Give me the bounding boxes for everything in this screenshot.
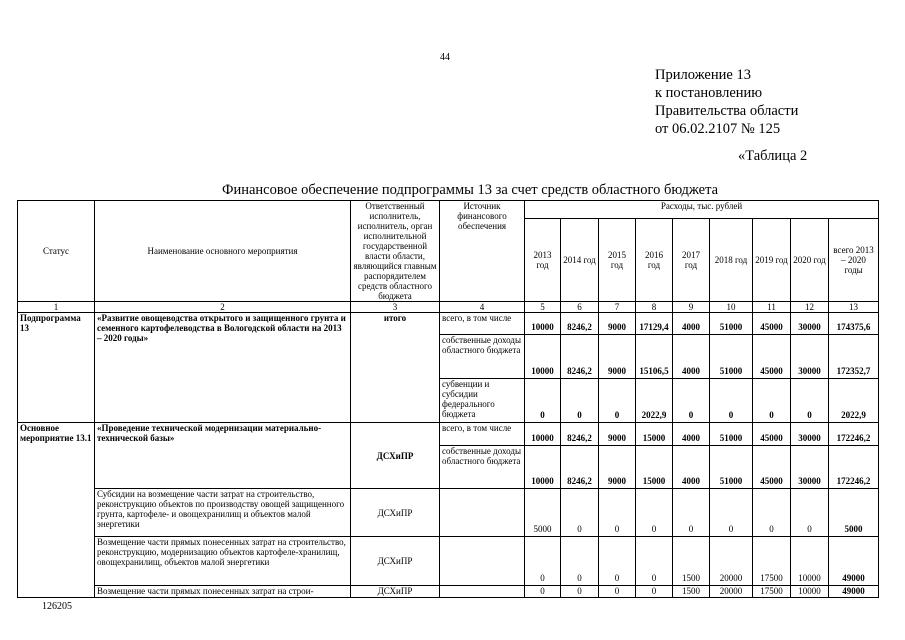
value-cell: 0 <box>561 586 599 598</box>
value-cell: 10000 <box>791 586 829 598</box>
value-cell: 8246,2 <box>561 335 599 379</box>
value-cell: 10000 <box>525 313 561 335</box>
value-cell: 172352,7 <box>829 335 879 379</box>
value-cell: 0 <box>525 379 561 423</box>
column-number: 12 <box>791 302 829 313</box>
responsible-cell: ДСХиПР <box>351 423 440 489</box>
value-cell: 51000 <box>710 335 753 379</box>
value-cell: 2022,9 <box>829 379 879 423</box>
source-cell: собственные доходы областного бюджета <box>440 446 525 489</box>
value-cell: 4000 <box>673 446 710 489</box>
header-year: 2017 год <box>673 218 710 301</box>
column-number: 4 <box>440 302 525 313</box>
value-cell: 0 <box>525 537 561 586</box>
name-cell: Субсидии на возмещение части затрат на строительство, реконструкцию объектов по производству овощей защищенного грунта, картофеле- и овощехранилищ и объектов малой энергетики <box>95 489 351 537</box>
header-year: 2013 год <box>525 218 561 301</box>
page-number: 44 <box>440 52 450 63</box>
value-cell: 0 <box>636 489 673 537</box>
header-total: всего 2013 – 2020 годы <box>829 218 879 301</box>
value-cell: 15000 <box>636 423 673 446</box>
table-row <box>18 313 879 335</box>
value-cell: 5000 <box>829 489 879 537</box>
value-cell: 30000 <box>791 423 829 446</box>
column-number: 9 <box>673 302 710 313</box>
source-cell: собственные доходы областного бюджета <box>440 335 525 379</box>
value-cell: 20000 <box>710 537 753 586</box>
column-number: 5 <box>525 302 561 313</box>
column-number: 10 <box>710 302 753 313</box>
value-cell: 8246,2 <box>561 423 599 446</box>
name-cell: Возмещение части прямых понесенных затрат на строительство, реконструкцию, модернизацию объектов картофеле-хранилищ, овощехранилищ, объектов малой энергетики <box>95 537 351 586</box>
value-cell: 0 <box>561 379 599 423</box>
value-cell: 9000 <box>599 313 636 335</box>
source-cell <box>440 586 525 598</box>
value-cell: 17500 <box>753 537 791 586</box>
value-cell: 9000 <box>599 335 636 379</box>
value-cell: 4000 <box>673 335 710 379</box>
value-cell: 5000 <box>525 489 561 537</box>
name-cell: Возмещение части прямых понесенных затрат на строи- <box>95 586 351 598</box>
responsible-cell: ДСХиПР <box>351 489 440 537</box>
name-cell: «Развитие овощеводства открытого и защищенного грунта и семенного картофелеводства в Вологодской области на 2013 – 2020 годы» <box>95 313 351 423</box>
value-cell: 45000 <box>753 423 791 446</box>
value-cell: 1500 <box>673 586 710 598</box>
column-number: 3 <box>351 302 440 313</box>
value-cell: 0 <box>599 537 636 586</box>
value-cell: 15106,5 <box>636 335 673 379</box>
source-cell: всего, в том числе <box>440 313 525 335</box>
responsible-cell: ДСХиПР <box>351 537 440 586</box>
value-cell: 2022,9 <box>636 379 673 423</box>
value-cell: 1500 <box>673 537 710 586</box>
value-cell: 20000 <box>710 586 753 598</box>
source-cell <box>440 489 525 537</box>
value-cell: 51000 <box>710 423 753 446</box>
document-title: Финансовое обеспечение подпрограммы 13 за счет средств областного бюджета <box>222 182 719 198</box>
column-number: 2 <box>95 302 351 313</box>
value-cell: 30000 <box>791 313 829 335</box>
financing-table <box>17 200 879 598</box>
value-cell: 10000 <box>525 446 561 489</box>
value-cell: 45000 <box>753 446 791 489</box>
value-cell: 8246,2 <box>561 446 599 489</box>
responsible-cell: ДСХиПР <box>351 586 440 598</box>
value-cell: 4000 <box>673 313 710 335</box>
value-cell: 49000 <box>829 586 879 598</box>
value-cell: 0 <box>636 537 673 586</box>
value-cell: 0 <box>673 489 710 537</box>
value-cell: 8246,2 <box>561 313 599 335</box>
value-cell: 0 <box>710 379 753 423</box>
value-cell: 174375,6 <box>829 313 879 335</box>
value-cell: 30000 <box>791 335 829 379</box>
header-year: 2015 год <box>599 218 636 301</box>
value-cell: 0 <box>753 489 791 537</box>
table-label: «Таблица 2 <box>738 148 808 164</box>
value-cell: 45000 <box>753 313 791 335</box>
table-row <box>18 423 879 446</box>
value-cell: 172246,2 <box>829 423 879 446</box>
value-cell: 0 <box>599 489 636 537</box>
value-cell: 10000 <box>791 537 829 586</box>
value-cell: 49000 <box>829 537 879 586</box>
appendix-line: Правительства области <box>655 103 799 119</box>
column-numbers-row <box>18 302 879 313</box>
header-name: Наименование основного мероприятия <box>95 201 351 302</box>
value-cell: 9000 <box>599 423 636 446</box>
value-cell: 0 <box>710 489 753 537</box>
header-status: Статус <box>18 201 95 302</box>
status-cell: Основное мероприятие 13.1 <box>18 423 95 598</box>
header-year: 2016 год <box>636 218 673 301</box>
responsible-cell: итого <box>351 313 440 423</box>
appendix-line: от 06.02.2107 № 125 <box>655 121 781 137</box>
value-cell: 0 <box>561 489 599 537</box>
column-number: 1 <box>18 302 95 313</box>
header-expenses: Расходы, тыс. рублей <box>525 201 879 219</box>
appendix-line: к постановлению <box>655 85 763 101</box>
table-row <box>18 489 879 537</box>
status-cell: Подпрограмма 13 <box>18 313 95 423</box>
value-cell: 45000 <box>753 335 791 379</box>
value-cell: 0 <box>525 586 561 598</box>
column-number: 6 <box>561 302 599 313</box>
value-cell: 0 <box>599 586 636 598</box>
column-number: 13 <box>829 302 879 313</box>
value-cell: 0 <box>673 379 710 423</box>
value-cell: 0 <box>561 537 599 586</box>
value-cell: 0 <box>791 379 829 423</box>
value-cell: 51000 <box>710 313 753 335</box>
value-cell: 10000 <box>525 335 561 379</box>
source-cell: всего, в том числе <box>440 423 525 446</box>
header-year: 2020 год <box>791 218 829 301</box>
header-year: 2014 год <box>561 218 599 301</box>
value-cell: 51000 <box>710 446 753 489</box>
header-responsible: Ответственный исполнитель, исполнитель, орган исполнительной государственной власти области, являющийся главным распорядителем средств областного бюджета <box>351 201 440 302</box>
value-cell: 4000 <box>673 423 710 446</box>
value-cell: 0 <box>791 489 829 537</box>
footer-code: 126205 <box>42 601 72 612</box>
value-cell: 17500 <box>753 586 791 598</box>
value-cell: 172246,2 <box>829 446 879 489</box>
header-source: Источник финансового обеспечения <box>440 201 525 302</box>
appendix-reference <box>655 66 798 138</box>
header-row <box>18 201 879 219</box>
name-cell: «Проведение технической модернизации материально-технической базы» <box>95 423 351 489</box>
column-number: 8 <box>636 302 673 313</box>
source-cell <box>440 537 525 586</box>
column-number: 7 <box>599 302 636 313</box>
column-number: 11 <box>753 302 791 313</box>
header-year: 2019 год <box>753 218 791 301</box>
value-cell: 10000 <box>525 423 561 446</box>
value-cell: 0 <box>753 379 791 423</box>
table-row <box>18 537 879 586</box>
value-cell: 30000 <box>791 446 829 489</box>
value-cell: 9000 <box>599 446 636 489</box>
value-cell: 15000 <box>636 446 673 489</box>
source-cell: субвенции и субсидии федерального бюджета <box>440 379 525 423</box>
table-row <box>18 586 879 598</box>
value-cell: 0 <box>599 379 636 423</box>
value-cell: 0 <box>636 586 673 598</box>
header-year: 2018 год <box>710 218 753 301</box>
value-cell: 17129,4 <box>636 313 673 335</box>
appendix-line: Приложение 13 <box>655 67 751 83</box>
